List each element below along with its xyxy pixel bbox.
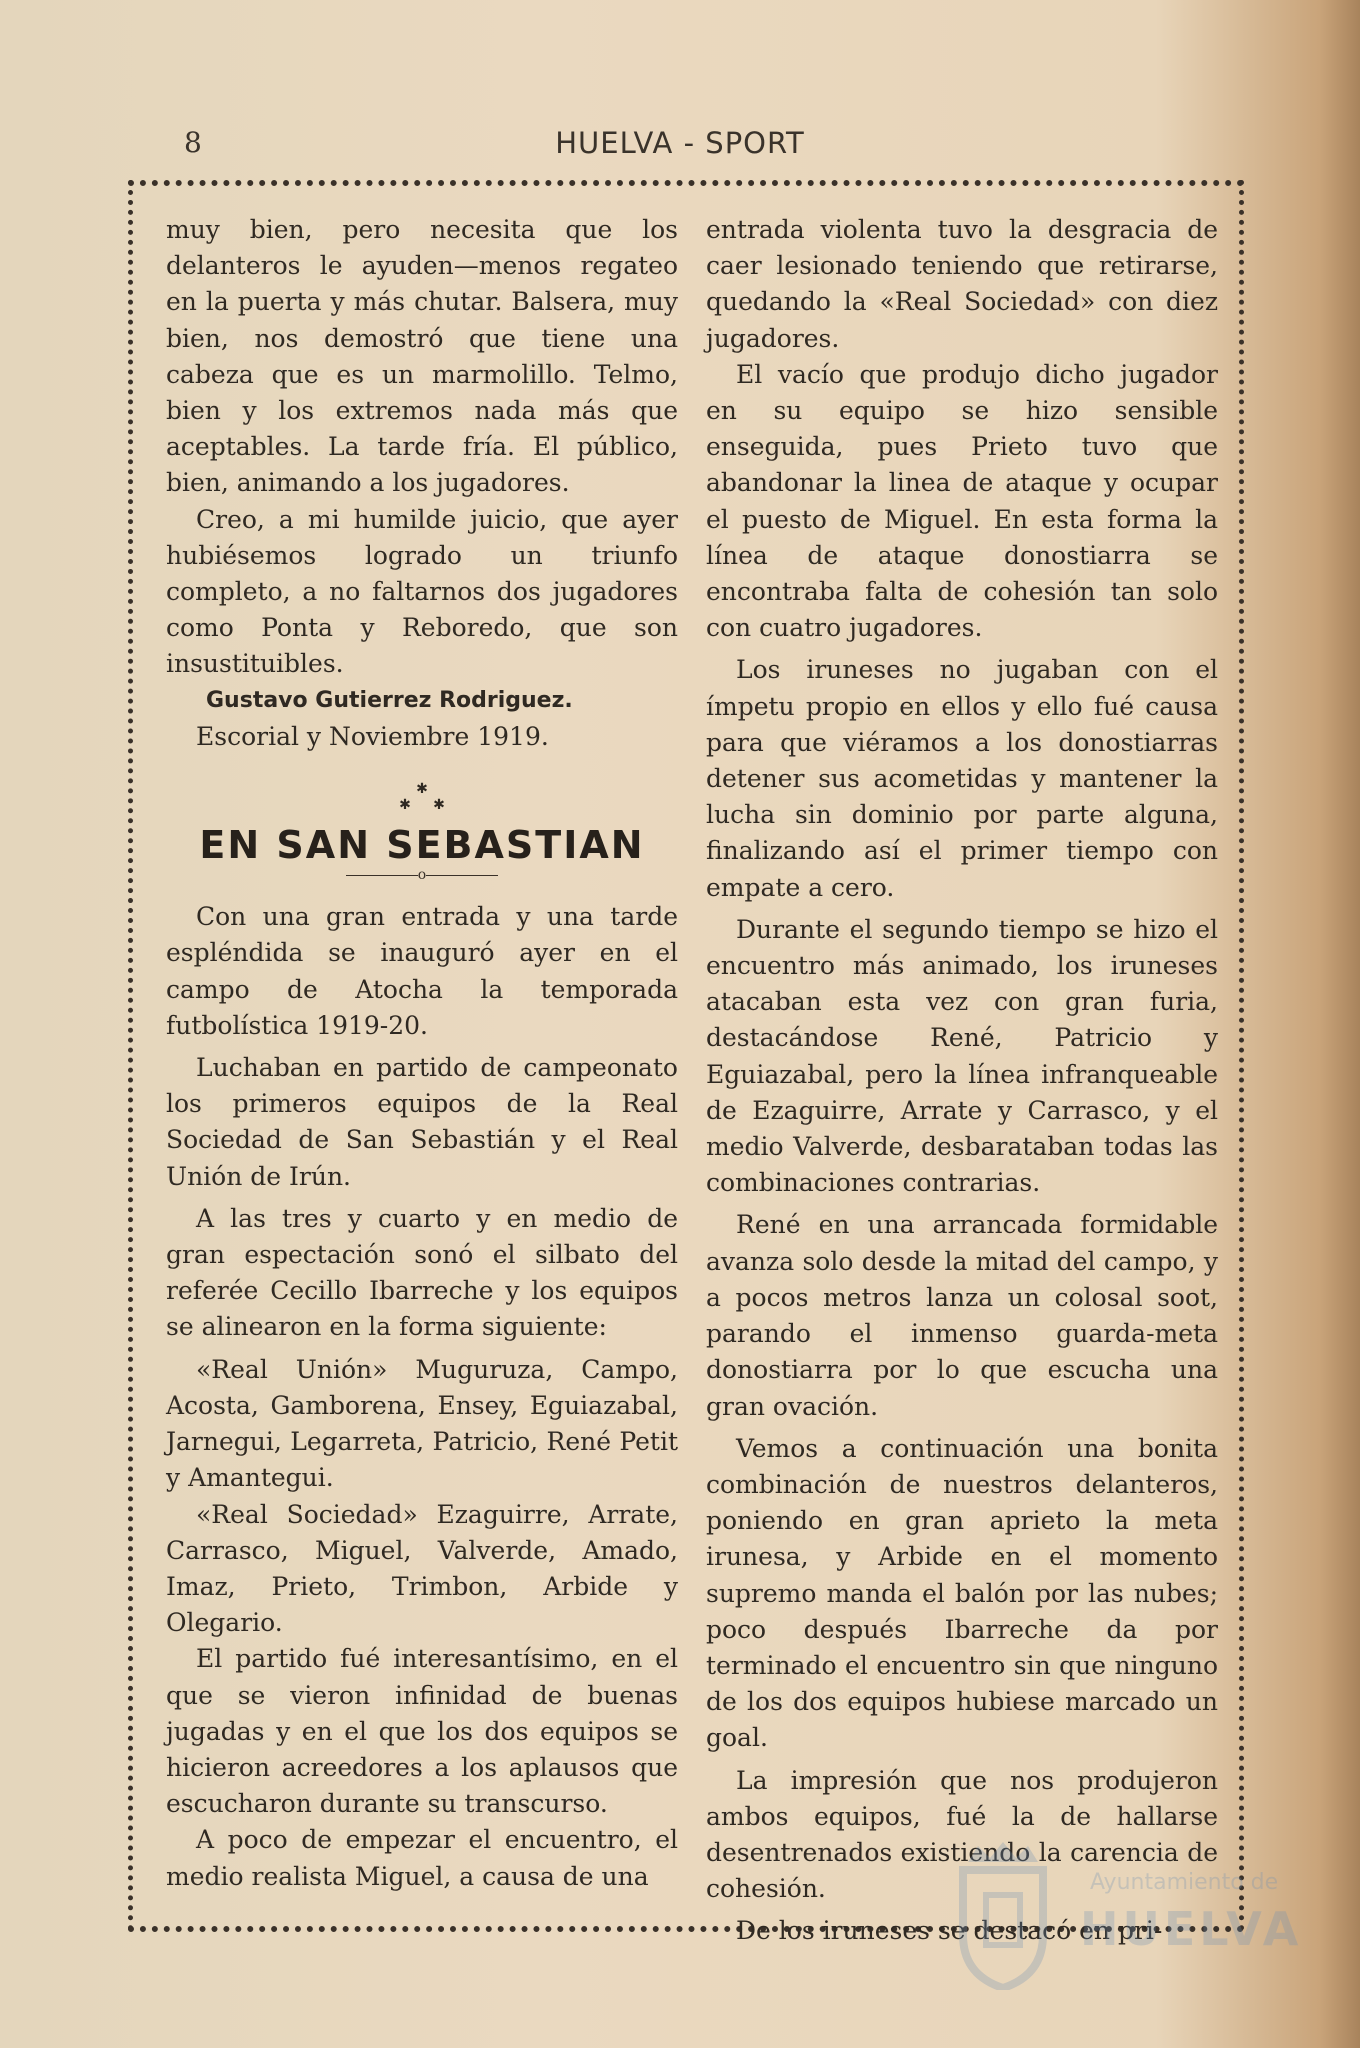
publication-title: HUELVA - SPORT bbox=[555, 126, 805, 160]
paragraph: El vacío que produjo dicho jugador en su equipo se hizo sensible enseguida, pues Prieto tuvo que abandonar la linea de ataque y ocupar el puesto de Miguel. En esta forma la línea de ataque donostiarra se encontraba falta de cohesión tan solo con cuatro jugadores. bbox=[706, 359, 1218, 643]
paragraph: Los iruneses no jugaban con el ímpetu propio en ellos y ello fué causa para que viéramos a los donostiarras detener sus acometidas y mantener la lucha sin dominio por parte alguna, finalizando así el primer tiempo con empate a cero. bbox=[706, 655, 1218, 902]
paragraph: La impresión que nos produjeron ambos equipos, fué la de hallarse desentrenados existiendo la carencia de cohesión. bbox=[706, 1765, 1218, 1904]
paragraph: A las tres y cuarto y en medio de gran espectación sonó el silbato del referée Cecillo Ibarreche y los equipos se alinearon en la forma siguiente: bbox=[166, 1203, 678, 1342]
dateline: Escorial y Noviembre 1919. bbox=[196, 721, 549, 751]
author-signature: Gustavo Gutierrez Rodriguez. bbox=[206, 687, 573, 713]
asterism-icon: ✱ ✱ ✱ bbox=[399, 781, 445, 814]
paragraph: entrada violenta tuvo la desgracia de caer lesionado teniendo que retirarse, quedando la «Real Sociedad» con diez jugadores. bbox=[706, 215, 1218, 353]
paragraph: Durante el segundo tiempo se hizo el encuentro más animado, los iruneses atacaban esta vez con gran furia, destacándose René, Patricio y Eguiazabal, pero la línea infranqueable de Ezaguirre, Arrate y Carrasco, y el medio Valverde, desbarataban todas las combinaciones contrarias. bbox=[706, 914, 1218, 1198]
paragraph: Creo, a mi humilde juicio, que ayer hubiésemos logrado un triunfo completo, a no faltarnos dos jugadores como Ponta y Reboredo, que son insustituibles. bbox=[166, 504, 678, 679]
paragraph: Vemos a continuación una bonita combinación de nuestros delanteros, poniendo en gran aprieto la meta irunesa, y Arbide en el momento supremo manda el balón por las nubes; poco después Ibarreche da por terminado el encuentro sin que ninguno de los dos equipos hubiese marcado un goal. bbox=[706, 1433, 1218, 1753]
ornament-divider-icon: o bbox=[166, 865, 678, 885]
right-column bbox=[706, 212, 1218, 1950]
paragraph: Luchaban en partido de campeonato los primeros equipos de la Real Sociedad de San Sebastián y el Real Unión de Irún. bbox=[166, 1053, 678, 1191]
paragraph: De los iruneses se destacó en pri- bbox=[736, 1916, 1163, 1946]
paragraph: René en una arrancada formidable avanza solo desde la mitad del campo, y a pocos metros lanza un colosal soot, parando el inmenso guarda-meta donostiarra por lo que escucha una gran ovación. bbox=[706, 1210, 1218, 1421]
paragraph: El partido fué interesantísimo, en el que se vieron infinidad de buenas jugadas y en el que los dos equipos se hicieron acreedores a los aplausos que escucharon durante su transcurso. bbox=[166, 1644, 678, 1819]
left-column bbox=[166, 212, 678, 1895]
watermark-line2: HUELVA bbox=[1080, 1902, 1303, 1956]
coat-of-arms-icon bbox=[948, 1840, 1058, 1990]
paragraph: muy bien, pero necesita que los delanteros le ayuden—menos regateo en la puerta y más chutar. Balsera, muy bien, nos demostró que tiene una cabeza que es un marmolillo. Telmo, bien y los extremos nada más que aceptables. La tarde fría. El público, bien, animando a los jugadores. bbox=[166, 215, 678, 498]
lineup-real-sociedad: «Real Sociedad» Ezaguirre, Arrate, Carrasco, Miguel, Valverde, Amado, Imaz, Prieto, Trimbon, Arbide y Olegario. bbox=[166, 1499, 678, 1638]
archive-watermark bbox=[948, 1840, 1303, 2040]
watermark-line1: Ayuntamiento de bbox=[1090, 1870, 1279, 1895]
paragraph: Con una gran entrada y una tarde espléndida se inauguró ayer en el campo de Atocha la temporada futbolística 1919-20. bbox=[166, 902, 678, 1040]
section-heading: EN SAN SEBASTIAN bbox=[199, 823, 645, 868]
paragraph: A poco de empezar el encuentro, el medio realista Miguel, a causa de una bbox=[166, 1825, 678, 1891]
page-number: 8 bbox=[184, 126, 202, 159]
lineup-real-union: «Real Unión» Muguruza, Campo, Acosta, Gamborena, Ensey, Eguiazabal, Jarnegui, Legarreta, Patricio, René Petit y Amantegui. bbox=[166, 1354, 678, 1493]
